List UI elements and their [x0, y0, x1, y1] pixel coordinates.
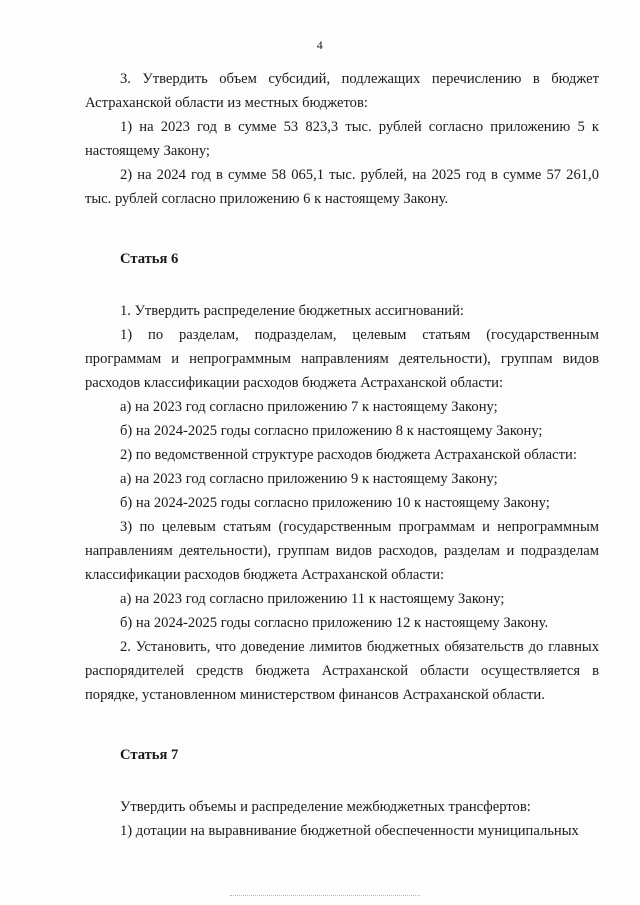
article6-p1: 1. Утвердить распределение бюджетных ассигнований: [120, 303, 464, 319]
scan-artifact-line [230, 894, 420, 896]
spacer [85, 707, 599, 743]
page-number: 4 [316, 38, 324, 52]
article5-part3-intro: 3. Утвердить объем субсидий, подлежащих перечислению в бюджет Астраханской области из местных бюджетов: [85, 71, 599, 111]
spacer [85, 211, 599, 247]
article6-p1-1a: а) на 2023 год согласно приложению 7 к настоящему Закону; [120, 399, 498, 415]
spacer [85, 767, 599, 795]
article7-heading: Статья 7 [120, 747, 179, 763]
article6-p1-1: 1) по разделам, подразделам, целевым статьям (государственным программам и непрограммным направлениям деятельности), группам видов расходов классификации расходов бюджета Астраханской области: [85, 327, 599, 391]
article6-p1-1b: б) на 2024-2025 годы согласно приложению 8 к настоящему Закону; [120, 423, 543, 439]
article7-p1: Утвердить объемы и распределение межбюджетных трансфертов: [120, 799, 531, 815]
article6-p1-2a: а) на 2023 год согласно приложению 9 к настоящему Закону; [120, 471, 498, 487]
article6-p1-3b: б) на 2024-2025 годы согласно приложению 12 к настоящему Закону. [120, 615, 549, 631]
document-body [85, 67, 599, 843]
article6-p1-3a: а) на 2023 год согласно приложению 11 к настоящему Закону; [120, 591, 505, 607]
article6-heading: Статья 6 [120, 251, 179, 267]
article6-p2: 2. Установить, что доведение лимитов бюджетных обязательств до главных распорядителей средств бюджета Астраханской области осуществляется в порядке, установленном министерством финансов Астраханской области. [85, 639, 599, 703]
article6-p1-2: 2) по ведомственной структуре расходов бюджета Астраханской области: [120, 447, 577, 463]
spacer [85, 271, 599, 299]
article6-p1-2b: б) на 2024-2025 годы согласно приложению 10 к настоящему Закону; [120, 495, 550, 511]
article5-part3-item1: 1) на 2023 год в сумме 53 823,3 тыс. рублей согласно приложению 5 к настоящему Закону; [85, 119, 599, 159]
article5-part3-item2: 2) на 2024 год в сумме 58 065,1 тыс. рублей, на 2025 год в сумме 57 261,0 тыс. рублей согласно приложению 6 к настоящему Закону. [85, 167, 599, 207]
article7-p1-1: 1) дотации на выравнивание бюджетной обеспеченности муниципальных [120, 823, 579, 839]
article6-p1-3: 3) по целевым статьям (государственным программам и непрограммным направлениям деятельности), группам видов расходов, разделам и подразделам классификации расходов бюджета Астраханской области: [85, 519, 599, 583]
